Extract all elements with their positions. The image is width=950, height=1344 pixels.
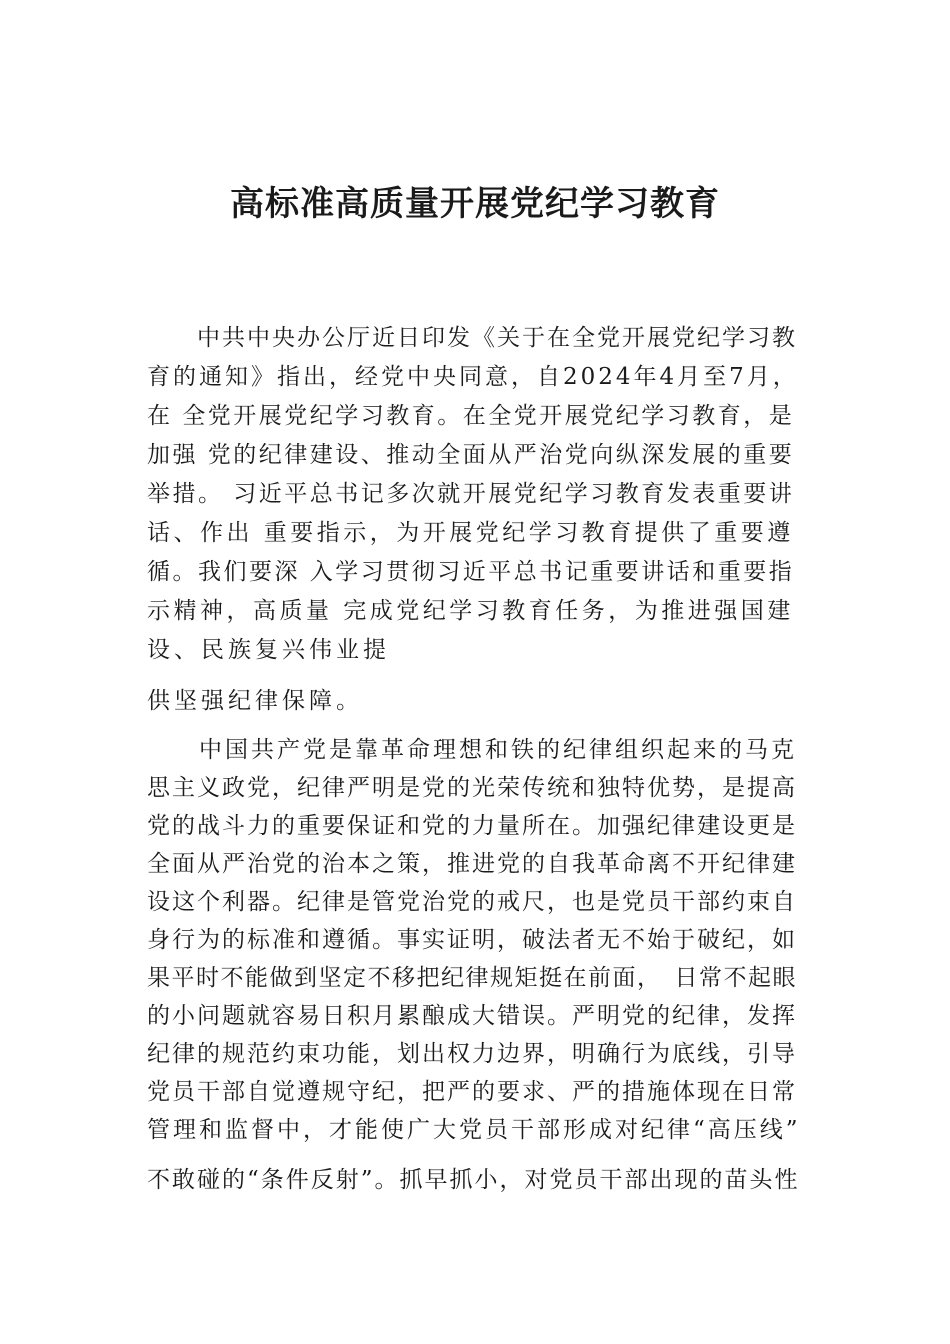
body-line: 话、作出 重要指示，为开展党纪学习教育提供了重要遵 xyxy=(147,520,794,546)
body-line: 在 全党开展党纪学习教育。在全党开展党纪学习教育，是 xyxy=(147,403,795,429)
body-line: 循。我们要深 入学习贯彻习近平总书记重要讲话和重要指 xyxy=(147,559,795,585)
body-line: 育的通知》指出，经党中央同意，自2024年4月至7月， xyxy=(147,364,799,390)
body-line: 示精神，高质量 完成党纪学习教育任务，为推进强国建 xyxy=(147,598,794,624)
body-line: 举措。 习近平总书记多次就开展党纪学习教育发表重要讲 xyxy=(147,481,795,507)
body-line: 设这个利器。纪律是管党治党的戒尺，也是党员干部约束自 xyxy=(147,889,797,915)
body-line: 党的战斗力的重要保证和党的力量所在。加强纪律建设更是 xyxy=(147,813,797,839)
body-line: 中共中央办公厅近日印发《关于在全党开展党纪学习教 xyxy=(147,325,797,351)
body-line: 党员干部自觉遵规守纪，把严的要求、严的措施体现在日常 xyxy=(147,1079,797,1105)
body-line: 纪律的规范约束功能，划出权力边界，明确行为底线，引导 xyxy=(147,1041,797,1067)
body-line: 中国共产党是靠革命理想和铁的纪律组织起来的马克 xyxy=(147,737,797,763)
body-line: 加强 党的纪律建设、推动全面从严治党向纵深发展的重要 xyxy=(147,442,795,468)
body-line: 供坚强纪律保障。 xyxy=(147,688,363,714)
body-line: 不敢碰的“条件反射”。抓早抓小，对党员干部出现的苗头性 xyxy=(147,1167,800,1193)
body-line: 设、民族复兴伟业提 xyxy=(147,637,390,663)
body-line: 思主义政党，纪律严明是党的光荣传统和独特优势，是提高 xyxy=(147,775,797,801)
body-line: 全面从严治党的治本之策，推进党的自我革命离不开纪律建 xyxy=(147,851,797,877)
body-line: 果平时不能做到坚定不移把纪律规矩挺在前面， 日常不起眼 xyxy=(147,965,797,991)
body-line: 身行为的标准和遵循。事实证明，破法者无不始于破纪，如 xyxy=(147,927,797,953)
document-title: 高标准高质量开展党纪学习教育 xyxy=(230,184,720,224)
body-line: 的小问题就容易日积月累酿成大错误。严明党的纪律，发挥 xyxy=(147,1003,797,1029)
body-line: 管理和监督中，才能使广大党员干部形成对纪律“高压线” xyxy=(147,1117,801,1143)
